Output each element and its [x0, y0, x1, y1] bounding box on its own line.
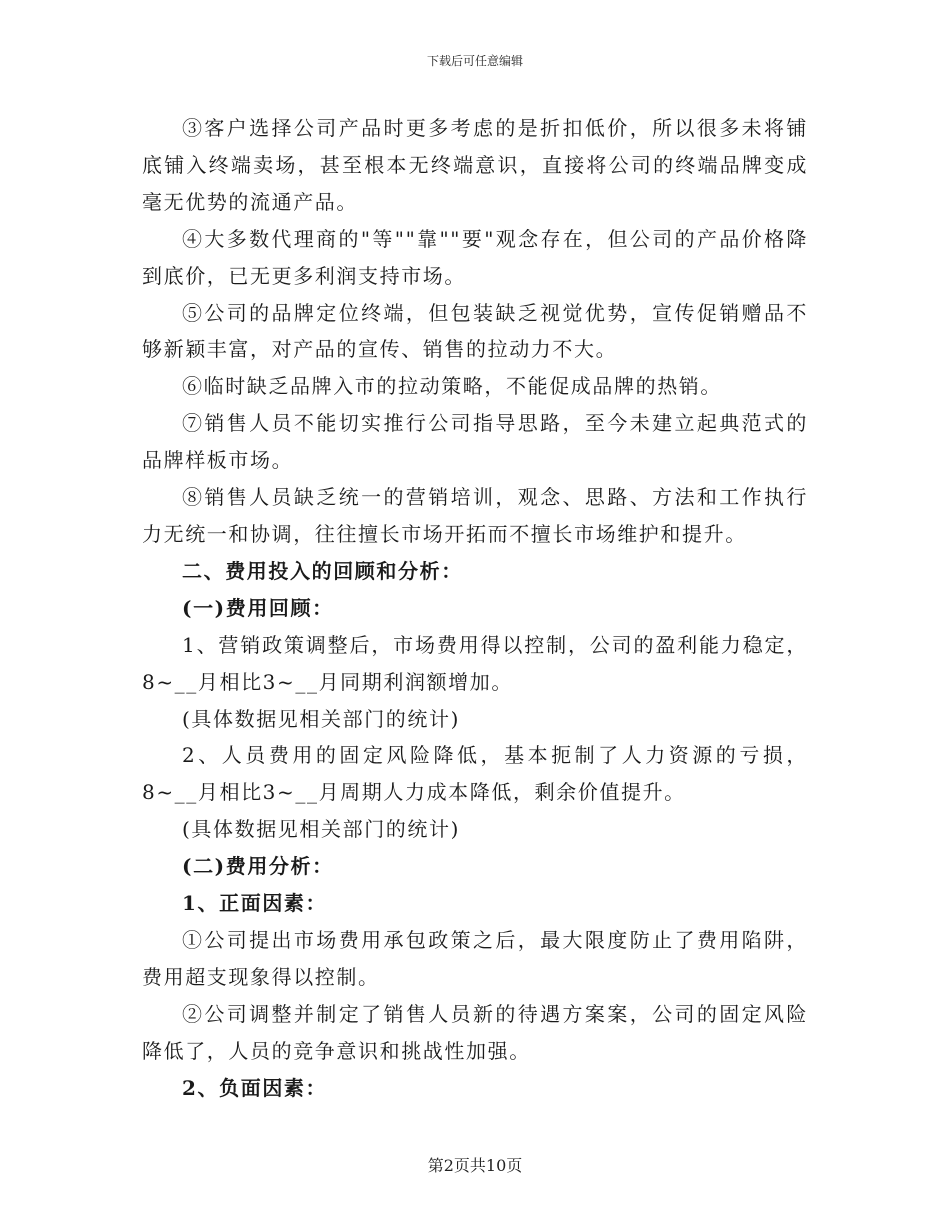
paragraph: 1、营销政策调整后，市场费用得以控制，公司的盈利能力稳定，8~__月相比3~__月同期利润额增加。: [142, 632, 808, 694]
paragraph: ④大多数代理商的"等""靠""要"观念存在，但公司的产品价格降到底价，已无更多利润支持市场。: [142, 226, 808, 288]
paragraph: ⑥临时缺乏品牌入市的拉动策略，不能促成品牌的热销。: [182, 374, 722, 399]
section-heading: 二、费用投入的回顾和分析：: [182, 558, 463, 583]
paragraph: 2、人员费用的固定风险降低，基本扼制了人力资源的亏损，8~__月相比3~__月周期人力成本降低，剩余价值提升。: [142, 743, 808, 805]
page-header: 下载后可任意编辑: [426, 54, 523, 68]
subsection-heading: 1、正面因素：: [182, 891, 328, 916]
paragraph: (具体数据见相关部门的统计): [182, 817, 461, 842]
paragraph: ⑦销售人员不能切实推行公司指导思路，至今未建立起典范式的品牌样板市场。: [142, 411, 808, 473]
paragraph: ⑤公司的品牌定位终端，但包装缺乏视觉优势，宣传促销赠品不够新颖丰富，对产品的宣传、销售的拉动力不大。: [142, 300, 808, 362]
paragraph: ③客户选择公司产品时更多考虑的是折扣低价，所以很多未将铺底铺入终端卖场，甚至根本无终端意识，直接将公司的终端品牌变成毫无优势的流通产品。: [142, 116, 808, 214]
page-footer: 第2页共10页: [427, 1156, 523, 1175]
paragraph: ⑧销售人员缺乏统一的营销培训，观念、思路、方法和工作执行力无统一和协调，往往擅长市场开拓而不擅长市场维护和提升。: [142, 485, 808, 546]
subsection-heading: 2、负面因素：: [182, 1075, 328, 1100]
paragraph: ②公司调整并制定了销售人员新的待遇方案案，公司的固定风险降低了，人员的竞争意识和挑战性加强。: [142, 1001, 808, 1063]
paragraph: ①公司提出市场费用承包政策之后，最大限度防止了费用陷阱，费用超支现象得以控制。: [142, 927, 808, 989]
subsection-heading: (二)费用分析：: [182, 854, 334, 879]
paragraph: (具体数据见相关部门的统计): [182, 706, 461, 731]
document-body: [142, 110, 808, 1106]
subsection-heading: (一)费用回顾：: [182, 595, 334, 620]
